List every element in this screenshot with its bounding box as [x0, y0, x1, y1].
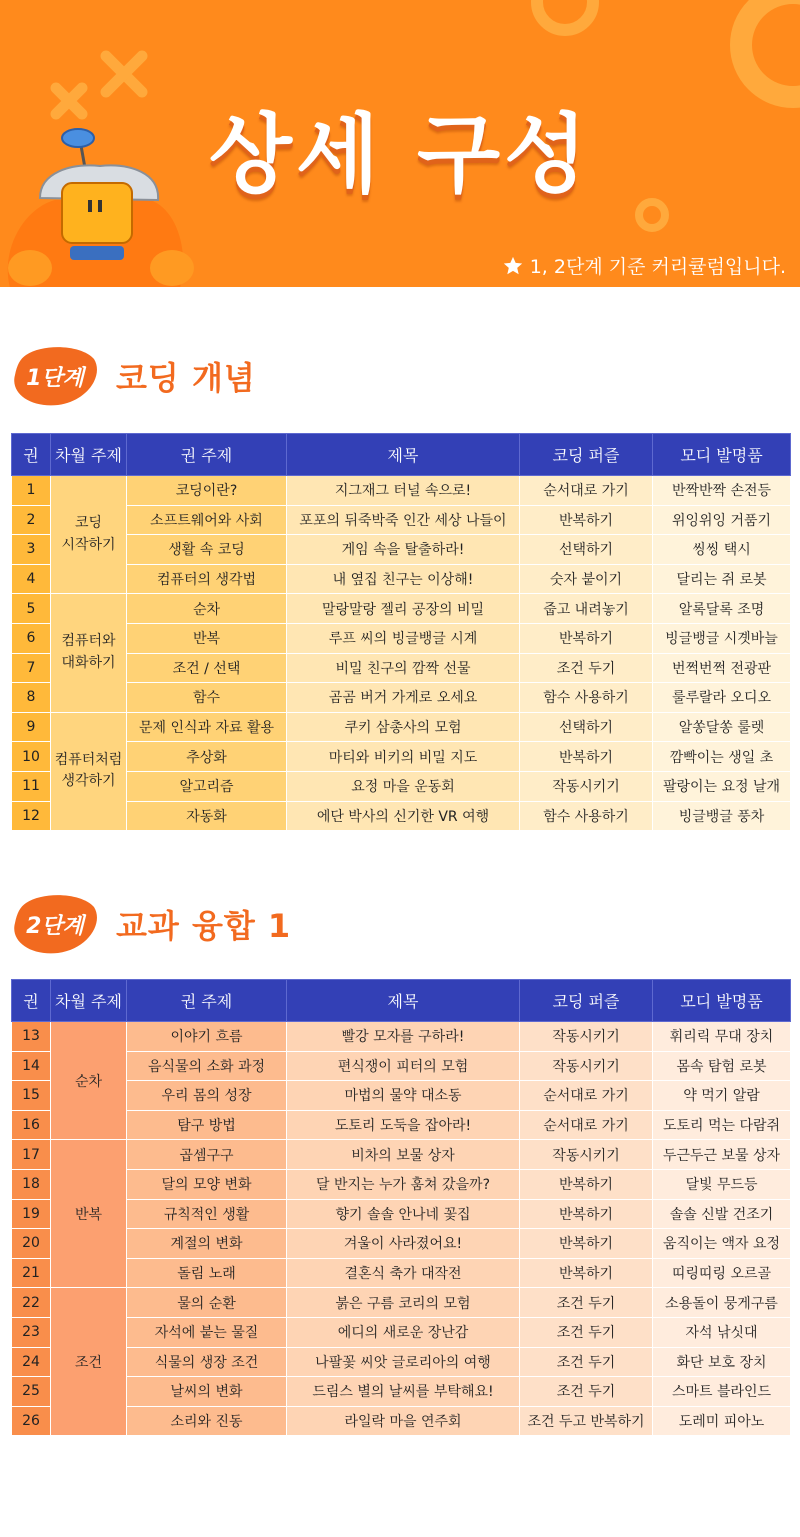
stage1-title: 코딩 개념: [116, 359, 256, 397]
cell-modi-invention: 달리는 쥐 로봇: [653, 564, 791, 594]
cell-title: 마티와 비키의 비밀 지도: [287, 742, 520, 772]
stage1-curriculum-table: [11, 433, 791, 831]
cell-volume-topic: 자동화: [127, 801, 287, 831]
table-row: [12, 712, 791, 742]
cell-volume-number: 15: [12, 1081, 51, 1111]
cell-volume-number: 20: [12, 1229, 51, 1259]
stage1-badge: 1단계: [12, 345, 98, 407]
cell-volume-number: 19: [12, 1199, 51, 1229]
cell-volume-topic: 날씨의 변화: [127, 1377, 287, 1407]
cell-modi-invention: 반짝반짝 손전등: [653, 476, 791, 506]
cell-volume-number: 5: [12, 594, 51, 624]
cell-volume-topic: 탐구 방법: [127, 1110, 287, 1140]
cell-volume-number: 25: [12, 1377, 51, 1407]
cell-volume-topic: 문제 인식과 자료 활용: [127, 712, 287, 742]
table-row: [12, 1110, 791, 1140]
cell-title: 요정 마을 운동회: [287, 771, 520, 801]
cell-volume-number: 13: [12, 1022, 51, 1052]
cell-title: 비차의 보물 상자: [287, 1140, 520, 1170]
cell-modi-invention: 솔솔 신발 건조기: [653, 1199, 791, 1229]
cell-title: 빨강 모자를 구하라!: [287, 1022, 520, 1052]
col-header-title: 제목: [287, 434, 520, 476]
star-icon: [502, 255, 524, 277]
curriculum-note-text: 1, 2단계 기준 커리큘럼입니다.: [529, 256, 786, 278]
table-header-row: [12, 434, 791, 476]
cell-title: 루프 씨의 빙글뱅글 시계: [287, 623, 520, 653]
cell-modi-invention: 씽씽 택시: [653, 535, 791, 565]
cell-title: 에단 박사의 신기한 VR 여행: [287, 801, 520, 831]
cell-volume-number: 3: [12, 535, 51, 565]
col-header-modi-invention: 모디 발명품: [653, 980, 791, 1022]
cell-modi-invention: 띠링띠링 오르골: [653, 1258, 791, 1288]
table-row: [12, 505, 791, 535]
cell-modi-invention: 룰루랄라 오디오: [653, 683, 791, 713]
cell-volume-topic: 돌림 노래: [127, 1258, 287, 1288]
cell-coding-puzzle: 작동시키기: [520, 771, 653, 801]
cell-title: 쿠키 삼총사의 모험: [287, 712, 520, 742]
cell-title: 곰곰 버거 가게로 오세요: [287, 683, 520, 713]
cell-title: 도토리 도둑을 잡아라!: [287, 1110, 520, 1140]
table-row: [12, 1199, 791, 1229]
stage2-curriculum-table: [11, 979, 791, 1436]
cell-month-topic: 조건: [51, 1288, 127, 1436]
cell-volume-number: 10: [12, 742, 51, 772]
cell-title: 결혼식 축가 대작전: [287, 1258, 520, 1288]
cell-volume-topic: 순차: [127, 594, 287, 624]
cell-volume-number: 21: [12, 1258, 51, 1288]
cell-volume-number: 8: [12, 683, 51, 713]
cell-coding-puzzle: 반복하기: [520, 505, 653, 535]
cell-volume-number: 22: [12, 1288, 51, 1318]
cell-coding-puzzle: 반복하기: [520, 1199, 653, 1229]
table-row: [12, 1377, 791, 1407]
cell-modi-invention: 알록달록 조명: [653, 594, 791, 624]
cell-volume-number: 14: [12, 1051, 51, 1081]
cell-volume-number: 16: [12, 1110, 51, 1140]
cell-volume-number: 7: [12, 653, 51, 683]
cell-modi-invention: 스마트 블라인드: [653, 1377, 791, 1407]
cell-month-topic: 반복: [51, 1140, 127, 1288]
table-row: [12, 1081, 791, 1111]
cell-coding-puzzle: 반복하기: [520, 1229, 653, 1259]
cell-volume-topic: 함수: [127, 683, 287, 713]
cell-volume-number: 11: [12, 771, 51, 801]
cell-modi-invention: 휘리릭 무대 장치: [653, 1022, 791, 1052]
table-row: [12, 653, 791, 683]
table-row: [12, 476, 791, 506]
cell-title: 비밀 친구의 깜짝 선물: [287, 653, 520, 683]
cell-volume-number: 12: [12, 801, 51, 831]
cell-modi-invention: 자석 낚싯대: [653, 1317, 791, 1347]
cell-volume-number: 17: [12, 1140, 51, 1170]
cell-title: 라일락 마을 연주회: [287, 1406, 520, 1436]
cell-title: 마법의 물약 대소동: [287, 1081, 520, 1111]
cell-coding-puzzle: 조건 두기: [520, 1317, 653, 1347]
table-row: [12, 1169, 791, 1199]
cell-coding-puzzle: 숫자 붙이기: [520, 564, 653, 594]
cell-modi-invention: 도레미 피아노: [653, 1406, 791, 1436]
cell-modi-invention: 도토리 먹는 다람쥐: [653, 1110, 791, 1140]
cell-volume-topic: 달의 모양 변화: [127, 1169, 287, 1199]
col-header-coding-puzzle: 코딩 퍼즐: [520, 980, 653, 1022]
cell-coding-puzzle: 함수 사용하기: [520, 683, 653, 713]
table-row: [12, 1022, 791, 1052]
col-header-coding-puzzle: 코딩 퍼즐: [520, 434, 653, 476]
cell-modi-invention: 몸속 탐험 로봇: [653, 1051, 791, 1081]
cell-title: 달 반지는 누가 훔쳐 갔을까?: [287, 1169, 520, 1199]
stage2-title: 교과 융합 1: [116, 907, 292, 945]
cell-coding-puzzle: 함수 사용하기: [520, 801, 653, 831]
cell-title: 게임 속을 탈출하라!: [287, 535, 520, 565]
cell-title: 내 옆집 친구는 이상해!: [287, 564, 520, 594]
table-row: [12, 1317, 791, 1347]
decor-ring-icon: [520, 0, 610, 50]
cell-title: 붉은 구름 코리의 모험: [287, 1288, 520, 1318]
cell-coding-puzzle: 작동시키기: [520, 1022, 653, 1052]
col-header-volume: 권: [12, 980, 51, 1022]
table-row: [12, 1406, 791, 1436]
table-row: [12, 535, 791, 565]
cell-title: 지그재그 터널 속으로!: [287, 476, 520, 506]
table-row: [12, 771, 791, 801]
cell-volume-topic: 코딩이란?: [127, 476, 287, 506]
cell-volume-number: 26: [12, 1406, 51, 1436]
stage1-header: [12, 345, 256, 407]
cell-volume-topic: 식물의 생장 조건: [127, 1347, 287, 1377]
cell-modi-invention: 알쏭달쏭 룰렛: [653, 712, 791, 742]
cell-title: 향기 솔솔 안나네 꽃집: [287, 1199, 520, 1229]
table-row: [12, 623, 791, 653]
cell-modi-invention: 위잉위잉 거품기: [653, 505, 791, 535]
cell-volume-topic: 곱셈구구: [127, 1140, 287, 1170]
cell-month-topic: 컴퓨터처럼 생각하기: [51, 712, 127, 830]
cell-modi-invention: 화단 보호 장치: [653, 1347, 791, 1377]
cell-volume-topic: 물의 순환: [127, 1288, 287, 1318]
cell-volume-topic: 소리와 진동: [127, 1406, 287, 1436]
cell-modi-invention: 번쩍번쩍 전광판: [653, 653, 791, 683]
cell-title: 드림스 별의 날씨를 부탁해요!: [287, 1377, 520, 1407]
cell-volume-topic: 자석에 붙는 물질: [127, 1317, 287, 1347]
cell-modi-invention: 빙글뱅글 풍차: [653, 801, 791, 831]
col-header-modi-invention: 모디 발명품: [653, 434, 791, 476]
cell-coding-puzzle: 순서대로 가기: [520, 476, 653, 506]
cell-coding-puzzle: 작동시키기: [520, 1051, 653, 1081]
cell-coding-puzzle: 조건 두기: [520, 653, 653, 683]
table-row: [12, 742, 791, 772]
cell-volume-number: 9: [12, 712, 51, 742]
table-row: [12, 594, 791, 624]
cell-month-topic: 컴퓨터와 대화하기: [51, 594, 127, 712]
cell-volume-number: 23: [12, 1317, 51, 1347]
cell-coding-puzzle: 반복하기: [520, 623, 653, 653]
cell-volume-number: 1: [12, 476, 51, 506]
cell-volume-number: 24: [12, 1347, 51, 1377]
cell-volume-topic: 이야기 흐름: [127, 1022, 287, 1052]
table-row: [12, 1347, 791, 1377]
cell-volume-number: 6: [12, 623, 51, 653]
cell-month-topic: 순차: [51, 1022, 127, 1140]
table-row: [12, 564, 791, 594]
cell-volume-topic: 생활 속 코딩: [127, 535, 287, 565]
cell-coding-puzzle: 작동시키기: [520, 1140, 653, 1170]
page-title: 상세 구성: [208, 105, 592, 205]
cell-title: 에디의 새로운 장난감: [287, 1317, 520, 1347]
cell-coding-puzzle: 조건 두기: [520, 1288, 653, 1318]
cell-coding-puzzle: 조건 두기: [520, 1377, 653, 1407]
table-row: [12, 1051, 791, 1081]
cell-volume-topic: 반복: [127, 623, 287, 653]
table-header-row: [12, 980, 791, 1022]
cell-coding-puzzle: 순서대로 가기: [520, 1081, 653, 1111]
cell-coding-puzzle: 조건 두고 반복하기: [520, 1406, 653, 1436]
cell-modi-invention: 소용돌이 뭉게구름: [653, 1288, 791, 1318]
cell-volume-topic: 우리 몸의 성장: [127, 1081, 287, 1111]
cell-volume-number: 18: [12, 1169, 51, 1199]
cell-coding-puzzle: 조건 두기: [520, 1347, 653, 1377]
cell-modi-invention: 두근두근 보물 상자: [653, 1140, 791, 1170]
cell-title: 말랑말랑 젤리 공장의 비밀: [287, 594, 520, 624]
cell-modi-invention: 깜빡이는 생일 초: [653, 742, 791, 772]
table-row: [12, 1140, 791, 1170]
cell-modi-invention: 약 먹기 알람: [653, 1081, 791, 1111]
cell-coding-puzzle: 반복하기: [520, 1169, 653, 1199]
stage2-badge: 2단계: [12, 893, 98, 955]
cell-volume-number: 2: [12, 505, 51, 535]
table-row: [12, 1258, 791, 1288]
cell-volume-topic: 알고리즘: [127, 771, 287, 801]
cell-modi-invention: 달빛 무드등: [653, 1169, 791, 1199]
col-header-volume-topic: 권 주제: [127, 980, 287, 1022]
cell-month-topic: 코딩 시작하기: [51, 476, 127, 594]
col-header-title: 제목: [287, 980, 520, 1022]
table-row: [12, 801, 791, 831]
cell-coding-puzzle: 순서대로 가기: [520, 1110, 653, 1140]
col-header-month-topic: 차월 주제: [51, 434, 127, 476]
cell-volume-number: 4: [12, 564, 51, 594]
table-row: [12, 1229, 791, 1259]
cell-modi-invention: 움직이는 액자 요정: [653, 1229, 791, 1259]
cell-volume-topic: 추상화: [127, 742, 287, 772]
table-row: [12, 1288, 791, 1318]
cell-volume-topic: 소프트웨어와 사회: [127, 505, 287, 535]
cell-title: 나팔꽃 씨앗 글로리아의 여행: [287, 1347, 520, 1377]
cell-volume-topic: 계절의 변화: [127, 1229, 287, 1259]
col-header-month-topic: 차월 주제: [51, 980, 127, 1022]
table-row: [12, 683, 791, 713]
cell-volume-topic: 규칙적인 생활: [127, 1199, 287, 1229]
cell-volume-topic: 조건 / 선택: [127, 653, 287, 683]
curriculum-note: [502, 252, 786, 279]
cell-modi-invention: 팔랑이는 요정 날개: [653, 771, 791, 801]
cell-title: 겨울이 사라졌어요!: [287, 1229, 520, 1259]
col-header-volume: 권: [12, 434, 51, 476]
cell-coding-puzzle: 선택하기: [520, 535, 653, 565]
cell-title: 포포의 뒤죽박죽 인간 세상 나들이: [287, 505, 520, 535]
col-header-volume-topic: 권 주제: [127, 434, 287, 476]
cell-title: 편식쟁이 피터의 모험: [287, 1051, 520, 1081]
cell-coding-puzzle: 반복하기: [520, 742, 653, 772]
header-banner: [0, 0, 800, 287]
stage2-header: [12, 893, 291, 955]
cell-volume-topic: 음식물의 소화 과정: [127, 1051, 287, 1081]
cell-coding-puzzle: 줍고 내려놓기: [520, 594, 653, 624]
cell-coding-puzzle: 반복하기: [520, 1258, 653, 1288]
cell-volume-topic: 컴퓨터의 생각법: [127, 564, 287, 594]
cell-modi-invention: 빙글뱅글 시곗바늘: [653, 623, 791, 653]
cell-coding-puzzle: 선택하기: [520, 712, 653, 742]
